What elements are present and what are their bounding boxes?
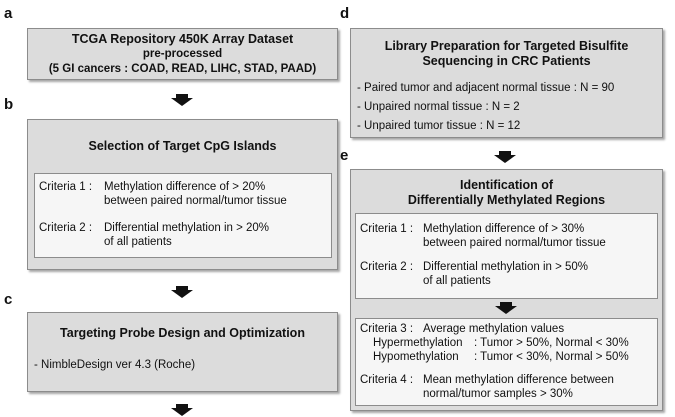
box-e-criteria-lower [355,318,658,406]
criteria-label: Criteria 3 : [360,323,414,335]
criteria-text: Mean methylation difference between [423,374,614,386]
box-library-preparation [350,28,663,138]
box-a-title: TCGA Repository 450K Array Dataset [71,32,294,46]
criteria-text: Differential methylation in > 50% [423,261,589,273]
box-e-criteria-upper [355,213,658,299]
arrow-d-to-e [494,155,516,163]
criteria-text: between paired normal/tumor tissue [104,195,287,207]
box-d-title-line1: Library Preparation for Targeted Bisulfite [384,39,629,53]
box-probe-design [27,312,338,392]
panel-letter-e: e [340,147,349,164]
panel-letter-c: c [4,291,13,308]
box-d-item: - Paired tumor and adjacent normal tissue : N = 90 [357,82,615,94]
box-d-item: - Unpaired normal tissue : N = 2 [357,101,520,113]
box-e-title-line1: Identification of [459,178,554,192]
box-tcga-dataset [27,28,338,80]
criteria-text: Methylation difference of > 30% [423,223,585,235]
criteria-label: Criteria 1 : [39,181,93,193]
criteria-label: Criteria 4 : [360,374,414,386]
criteria-text: between paired normal/tumor tissue [423,237,606,249]
box-d-title-line2: Sequencing in CRC Patients [422,54,591,68]
criteria-text: Average methylation values [423,323,565,335]
box-c-item: - NimbleDesign ver 4.3 (Roche) [34,359,196,371]
box-dmr-identification [350,169,663,411]
box-b-title: Selection of Target CpG Islands [88,139,277,153]
criteria-label: Criteria 1 : [360,223,414,235]
box-a-detail: (5 GI cancers : COAD, READ, LIHC, STAD, PAAD) [48,63,317,75]
hypomethylation-label: Hypomethylation [373,351,459,363]
arrow-b-to-c [171,290,193,298]
box-e-title-line2: Differentially Methylated Regions [407,193,606,207]
box-a-subtitle: pre-processed [142,48,223,60]
criteria-text: normal/tumor samples > 30% [423,388,573,400]
hypomethylation-value: : Tumor < 30%, Normal > 50% [474,351,629,363]
panel-letter-a: a [4,5,13,22]
arrow-a-to-b [171,98,193,106]
panel-letter-b: b [4,96,14,113]
criteria-label: Criteria 2 : [360,261,414,273]
criteria-text: Methylation difference of > 20% [104,181,266,193]
panel-letter-d: d [340,5,350,22]
arrow-criteria-upper-to-lower [495,306,517,314]
box-b-criteria [34,173,332,258]
hypermethylation-value: : Tumor > 50%, Normal < 30% [474,337,629,349]
criteria-label: Criteria 2 : [39,222,93,234]
criteria-text: Differential methylation in > 20% [104,222,270,234]
box-d-item: - Unpaired tumor tissue : N = 12 [357,120,521,132]
criteria-text: of all patients [104,236,172,248]
hypermethylation-label: Hypermethylation [373,337,463,349]
box-target-cpg-selection [27,119,338,270]
box-c-title: Targeting Probe Design and Optimization [60,326,305,340]
criteria-text: of all patients [423,275,491,287]
arrow-c-out [171,408,193,416]
